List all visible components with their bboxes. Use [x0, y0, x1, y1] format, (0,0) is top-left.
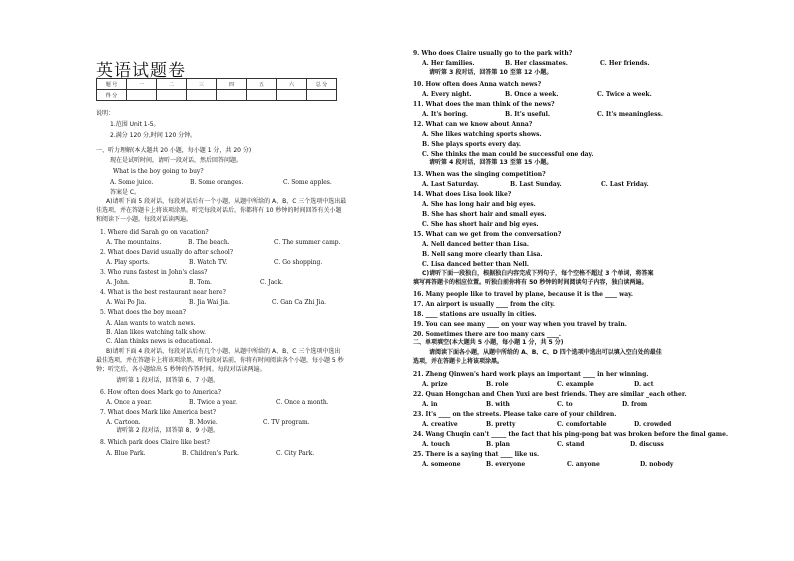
question: 6. How often does Mark go to America? — [100, 389, 222, 396]
score-cell: 三 — [187, 79, 217, 90]
dialogue-instruction: 请听第 1 段对话，回答第 6、7 小题。 — [116, 377, 220, 384]
option: B. Alan likes watching talk show. — [106, 329, 207, 336]
option: C. City Park. — [276, 450, 315, 457]
question: 1. Where did Sarah go on vacation? — [100, 229, 209, 236]
option: B. Some oranges. — [190, 179, 244, 186]
option: A. Last Saturday. — [422, 181, 479, 188]
option: A. Play sports. — [106, 259, 150, 266]
option: C. Lisa danced better than Nell. — [422, 261, 529, 268]
option: C. It's meaningless. — [597, 111, 663, 118]
option: A. creative — [422, 421, 458, 428]
option: B. Movie. — [189, 419, 218, 426]
option: C. She has short hair and big eyes. — [422, 221, 539, 228]
question: 17. An airport is usually ____ from the city. — [413, 301, 555, 308]
score-cell: 得 分 — [97, 90, 127, 101]
option: C. example — [557, 381, 594, 388]
part-instruction: 和阅读下一小题。每段对话读两遍。 — [96, 216, 193, 223]
score-input-cell[interactable] — [187, 90, 217, 101]
part-instruction: 填写再答题卡的相应位置。听独白前你将有 50 秒钟的时间阅读句子内容，独白读两遍。 — [413, 279, 648, 286]
question: 3. Who runs fastest in John's class? — [100, 269, 208, 276]
option: B. pretty — [486, 421, 516, 428]
question: 11. What does the man think of the news? — [413, 101, 555, 108]
option: D. discuss — [630, 441, 664, 448]
option: C. to — [557, 401, 573, 408]
option: D. act — [634, 381, 654, 388]
option: A. Her families. — [422, 60, 475, 67]
score-cell: 一 — [127, 79, 157, 90]
question: 21. Zheng Qinwen's hard work plays an important ____ in her winning. — [413, 371, 649, 378]
question: 20. Sometimes there are too many cars ____. — [413, 331, 561, 338]
note-line: 1.范围 Unit 1-5。 — [110, 121, 160, 128]
sample-answer: 答案是 C。 — [110, 189, 141, 196]
score-input-cell[interactable] — [247, 90, 277, 101]
option: C. Her friends. — [600, 60, 650, 67]
part-instruction: 最佳选项，并在答题卡上将该项涂黑。听每段对话前，你将有时间阅读各个小题，每小题 5 秒 — [96, 357, 344, 364]
option: C. Alan thinks news is educational. — [106, 338, 213, 345]
score-table-score-row — [97, 90, 337, 101]
score-cell: 二 — [157, 79, 187, 90]
option: B. everyone — [486, 461, 526, 468]
option: A. Blue Park. — [106, 450, 146, 457]
question: 2. What does David usually do after school? — [100, 249, 234, 256]
option: B. role — [486, 381, 509, 388]
option: B. Jia Wai Jia. — [189, 299, 230, 306]
dialogue-instruction: 请听第 2 段对话，回答第 8、9 小题。 — [116, 427, 220, 434]
option: D. nobody — [640, 461, 674, 468]
option: B. Children's Park. — [182, 450, 240, 457]
option: B. Twice a year. — [189, 399, 238, 406]
score-cell: 总 分 — [307, 79, 337, 90]
question: 4. What is the best restaurant near here? — [100, 289, 226, 296]
option: C. Gan Ca Zhi Jia. — [272, 299, 327, 306]
option: B. She has short hair and small eyes. — [422, 211, 547, 218]
option: B. It's useful. — [505, 111, 550, 118]
option: A. Once a year. — [106, 399, 152, 406]
section-heading: 二、单项填空(本大题共 5 小题，每小题 1 分，共 5 分) — [413, 339, 564, 346]
part-instruction: A)请听下面 5 段对话，每段对话后有一个小题，从题中所给的 A、B、C 三个选项中选出最 — [106, 198, 347, 205]
option: B. Once a week. — [505, 91, 559, 98]
option: A. Wai Po Jia. — [106, 299, 147, 306]
question: 10. How often does Anna watch news? — [413, 81, 542, 88]
option: A. She has long hair and big eyes. — [422, 201, 536, 208]
option: C. Last Friday. — [601, 181, 649, 188]
option: B. Watch TV. — [189, 259, 228, 266]
option: A. She likes watching sports shows. — [422, 131, 542, 138]
score-cell: 六 — [277, 79, 307, 90]
score-cell: 四 — [217, 79, 247, 90]
score-input-cell[interactable] — [217, 90, 247, 101]
option: A. in — [422, 401, 438, 408]
question: 13. When was the singing competition? — [413, 171, 546, 178]
option: D. crowded — [634, 421, 672, 428]
part-instruction: 钟；听完后，各小题给出 5 秒钟的作答时间。每段对话读两遍。 — [96, 366, 266, 373]
section-heading: 一、听力理解(本大题共 20 小题，每小题 1 分，共 20 分) — [96, 147, 252, 154]
question: 12. What can we know about Anna? — [413, 121, 533, 128]
option: B. plan — [486, 441, 510, 448]
dialogue-instruction: 请听第 4 段对话，回答第 13 至第 15 小题。 — [429, 159, 553, 166]
option: A. someone — [422, 461, 461, 468]
question: 8. Which park does Claire like best? — [100, 439, 210, 446]
score-cell: 五 — [247, 79, 277, 90]
section-instruction: 选项，并在答题卡上将该项涂黑。 — [413, 358, 504, 365]
question: 24. Wang Chuqin can't _____ the fact that his ping-pong bat was broken before the final game. — [413, 431, 729, 438]
note-line: 2.满分 120 分,时间 120 分钟。 — [110, 132, 197, 139]
part-instruction: C)请听下面一段独白，根据独白内容完成下列句子，每个空格不超过 3 个单词，将答案 — [422, 270, 654, 277]
question: 16. Many people like to travel by plane, because it is the ____ way. — [413, 291, 634, 298]
score-input-cell[interactable] — [277, 90, 307, 101]
page-title: 英语试题卷 — [96, 61, 186, 81]
question: 18. ____ stations are usually in cities. — [413, 311, 537, 318]
section-instruction: 请阅读下面各小题，从题中所给的 A、B、C、D 四个选项中选出可以填入空白处的最佳 — [429, 349, 662, 356]
option: A. It's boring. — [422, 111, 468, 118]
question: 9. Who does Claire usually go to the park with? — [413, 50, 573, 57]
option: C. Once a month. — [276, 399, 329, 406]
option: A. Every night. — [422, 91, 472, 98]
option: B. with — [486, 401, 510, 408]
question: 23. It's ____ on the streets. Please take care of your children. — [413, 411, 617, 418]
option: A. Nell danced better than Lisa. — [422, 241, 529, 248]
question: 5. What does the boy mean? — [100, 309, 186, 316]
part-instruction: B)请听下面 4 段对话，每段对话后有几个小题，从题中所给的 A、B、C 三个选项中选出 — [106, 348, 341, 355]
question: 15. What can we get from the conversation? — [413, 231, 562, 238]
score-table-header-row — [97, 79, 337, 90]
option: C. Jack. — [260, 279, 284, 286]
option: A. Cartoon. — [106, 419, 141, 426]
option: B. Nell sang more clearly than Lisa. — [422, 251, 543, 258]
option: C. stand — [557, 441, 585, 448]
option: C. Twice a week. — [597, 91, 652, 98]
option: B. Last Sunday. — [510, 181, 562, 188]
option: C. TV program. — [263, 419, 310, 426]
score-table — [96, 78, 337, 101]
option: A. John. — [106, 279, 130, 286]
option: A. The mountains. — [106, 239, 162, 246]
option: A. Some juice. — [110, 179, 154, 186]
option: C. The summer camp. — [274, 239, 341, 246]
option: B. Her classmates. — [505, 60, 568, 67]
question: 14. What does Lisa look like? — [413, 191, 512, 198]
part-instruction: 佳选项，并在答题卡上将该项涂黑。听完每段对话后，你都将有 10 秒钟的时间回答有关小题 — [96, 207, 342, 214]
notes-heading: 说明： — [96, 110, 115, 117]
option: C. anyone — [567, 461, 600, 468]
option: A. touch — [422, 441, 450, 448]
option: B. The beach. — [188, 239, 230, 246]
option: B. Tom. — [189, 279, 212, 286]
option: C. She thinks the man could be successful one day. — [422, 151, 594, 158]
score-input-cell[interactable] — [157, 90, 187, 101]
option: C. Some apples. — [283, 179, 332, 186]
option: C. Go shopping. — [274, 259, 323, 266]
question: 7. What does Mark like America best? — [100, 409, 216, 416]
question: 22. Quan Hongchan and Chen Yuxi are best friends. They are similar _each other. — [413, 391, 687, 398]
score-cell: 题 号 — [97, 79, 127, 90]
score-input-cell[interactable] — [307, 90, 337, 101]
dialogue-instruction: 请听第 3 段对话，回答第 10 至第 12 小题。 — [429, 69, 553, 76]
section-instruction: 现在是试听时间，请听一段对话，然后回答问题。 — [110, 157, 243, 164]
score-input-cell[interactable] — [127, 90, 157, 101]
question: 25. There is a saying that ____ like us. — [413, 451, 540, 458]
sample-question: What is the boy going to buy? — [113, 168, 204, 175]
option: A. Alan wants to watch news. — [106, 320, 196, 327]
option: D. from — [622, 401, 648, 408]
option: B. She plays sports every day. — [422, 141, 521, 148]
option: A. prize — [422, 381, 448, 388]
question: 19. You can see many ____ on your way when you travel by train. — [413, 321, 627, 328]
option: C. comfortable — [557, 421, 607, 428]
